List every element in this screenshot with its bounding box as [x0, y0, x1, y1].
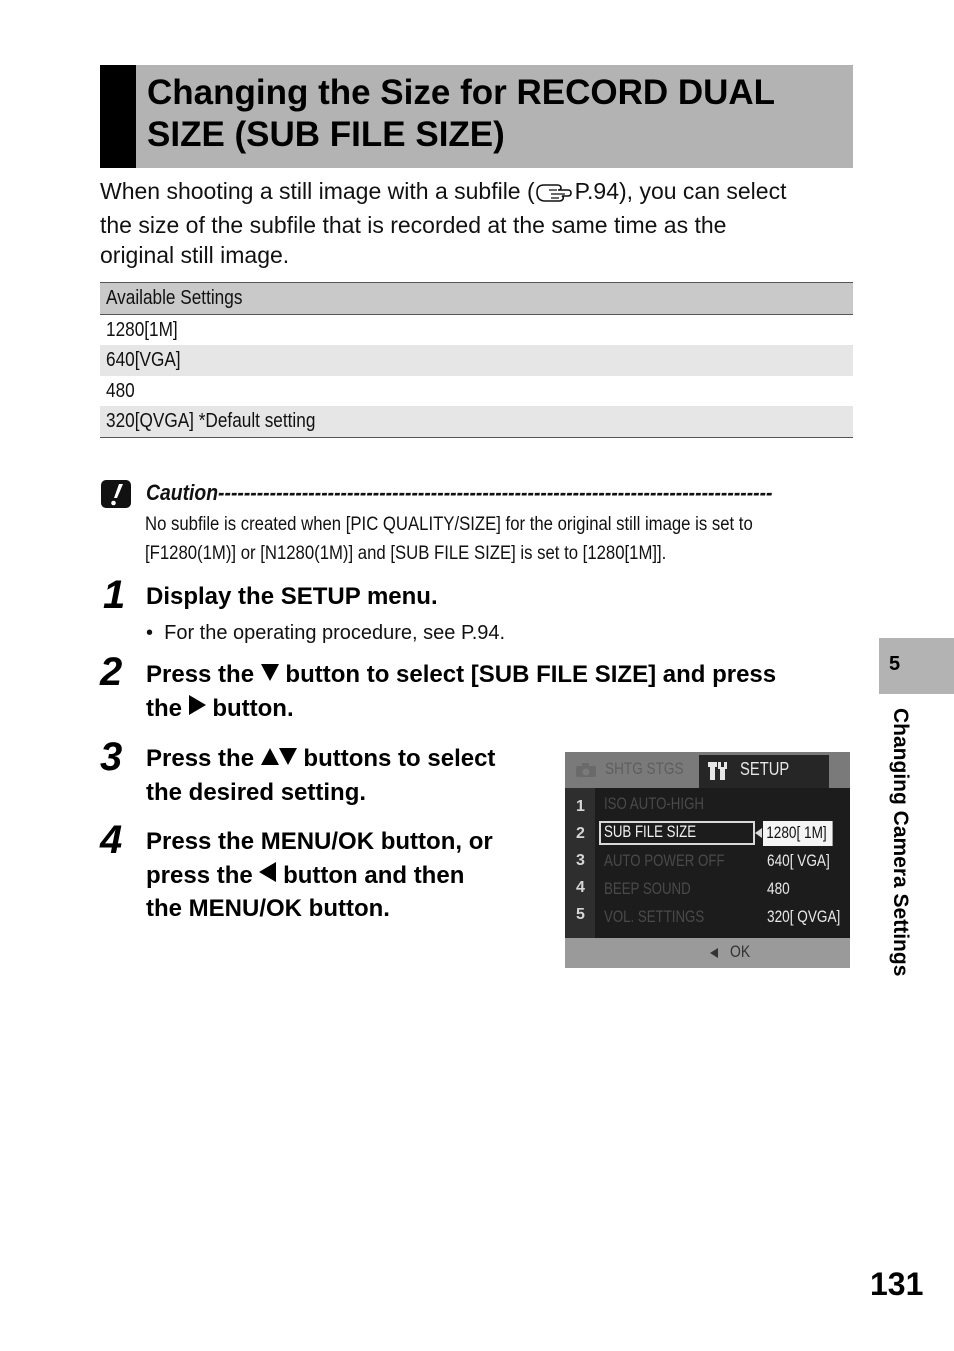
left-arrow-icon	[710, 948, 718, 958]
footer-ok-label: OK	[730, 942, 751, 961]
menu-number: 2	[576, 825, 585, 842]
option-480[interactable]: 480	[767, 879, 790, 898]
caution-icon	[100, 479, 132, 509]
down-arrow-icon	[279, 748, 297, 765]
chapter-number: 5	[889, 653, 901, 675]
page-reference-hand-icon	[535, 179, 575, 210]
right-arrow-icon	[189, 695, 206, 715]
table-row: 480	[106, 379, 135, 402]
down-arrow-icon	[261, 664, 279, 681]
intro-text-ref: P.94), you can select	[574, 178, 787, 204]
menu-number: 4	[576, 879, 585, 896]
available-settings-table	[100, 282, 853, 438]
menu-item-beep-sound[interactable]: BEEP SOUND	[604, 879, 691, 898]
intro-line2: the size of the subfile that is recorded at the same time as the	[100, 211, 727, 238]
step-4-text: Press the MENU/OK button, or press the button and then the MENU/OK button.	[146, 828, 493, 922]
table-row: 640[VGA]	[100, 345, 853, 376]
caution-line2: [F1280(1M)] or [N1280(1M)] and [SUB FILE SIZE] is set to [1280[1M]].	[145, 542, 667, 564]
menu-item-auto-power-off[interactable]: AUTO POWER OFF	[604, 851, 725, 870]
step-number-4: 4	[100, 818, 123, 862]
page-number: 131	[870, 1266, 924, 1302]
step-1-text: Display the SETUP menu.	[146, 583, 438, 610]
left-pointer-icon	[755, 828, 762, 838]
wrench-icon	[708, 761, 730, 786]
step-3-text: Press the buttons to select the desired setting.	[146, 745, 496, 806]
chapter-title: Changing Camera Settings	[889, 708, 912, 977]
step-number-3: 3	[100, 735, 123, 779]
camera-icon	[575, 762, 597, 783]
menu-number: 5	[576, 906, 585, 923]
step-2-text: Press the button to select [SUB FILE SIZE] and press the button.	[146, 661, 777, 722]
table-row: 1280[1M]	[106, 318, 178, 341]
menu-number: 3	[576, 852, 585, 869]
left-arrow-icon	[259, 862, 276, 882]
caution-line1: No subfile is created when [PIC QUALITY/SIZE] for the original still image is set to	[145, 514, 753, 535]
intro-paragraph	[100, 176, 860, 271]
menu-item-iso-auto-high[interactable]: ISO AUTO-HIGH	[604, 794, 704, 813]
menu-item-vol-settings[interactable]: VOL. SETTINGS	[604, 907, 705, 926]
caution-heading: Caution--------------------------------------------------------------------------------------	[146, 480, 773, 505]
menu-item-sub-file-size[interactable]: SUB FILE SIZE	[604, 822, 697, 841]
camera-setup-screen	[565, 752, 850, 968]
table-header: Available Settings	[100, 283, 853, 315]
option-640-vga[interactable]: 640[ VGA]	[767, 851, 830, 870]
intro-text-start: When shooting a still image with a subfile (	[100, 178, 535, 204]
option-320-qvga[interactable]: 320[ QVGA]	[767, 907, 841, 926]
section-title	[147, 72, 847, 156]
up-arrow-icon	[261, 748, 279, 765]
section-title-line2: SIZE (SUB FILE SIZE)	[147, 115, 505, 154]
section-title-line1: Changing the Size for RECORD DUAL	[147, 73, 776, 112]
tab-setup-label: SETUP	[740, 759, 790, 779]
tab-shooting-settings[interactable]: SHTG STGS	[605, 759, 684, 778]
caution-text	[145, 511, 905, 568]
screen-footer	[565, 938, 850, 968]
table-row: 320[QVGA] *Default setting	[100, 406, 853, 437]
step-1-bullet: • For the operating procedure, see P.94.	[146, 622, 506, 644]
menu-number: 1	[576, 798, 585, 815]
step-number-1: 1	[103, 573, 126, 617]
section-title-marker	[100, 65, 136, 168]
option-1280-1m[interactable]: 1280[ 1M]	[763, 821, 833, 846]
intro-line3: original still image.	[100, 242, 290, 268]
step-number-2: 2	[100, 650, 123, 694]
